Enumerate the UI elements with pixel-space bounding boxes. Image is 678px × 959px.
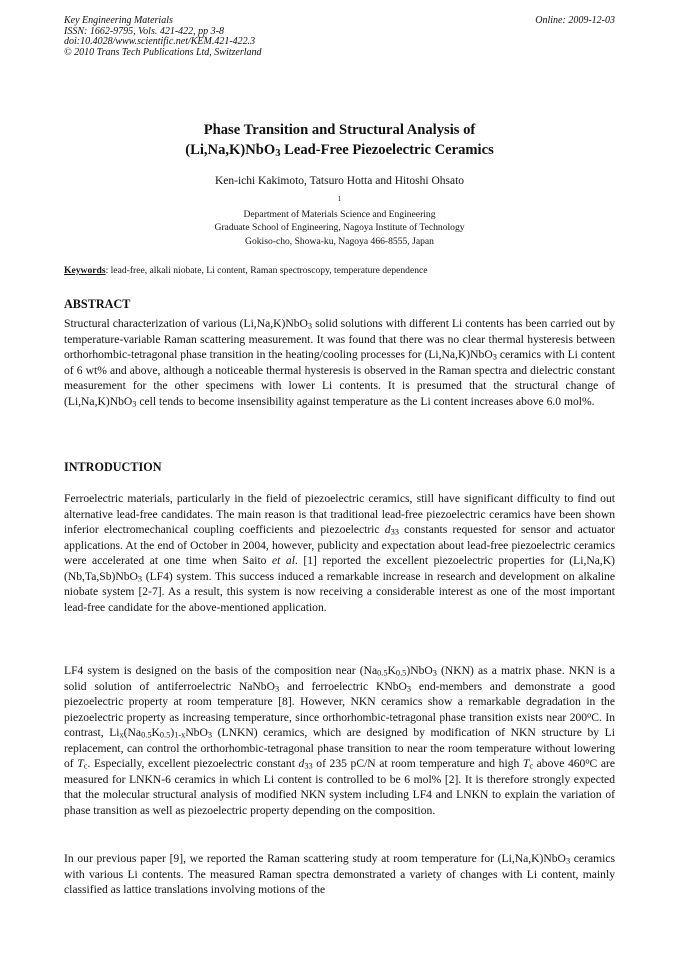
affiliation-text: Department of Materials Science and Engineering [243,209,436,221]
abstract-heading: ABSTRACT [64,297,131,311]
subscript: 33 [390,527,399,537]
keywords-text: : lead-free, alkali niobate, Li content, Raman spectroscopy, temperature dependence [105,265,428,276]
text-run: ) [170,726,175,740]
text-run: (NKN) as a matrix phase. NKN is a solid solution of antiferroelectric NaNbO [64,664,616,693]
title-text: Lead-Free Piezoelectric Ceramics [280,142,494,158]
issn: ISSN: 1662-9795, Vols. 421-422, pp 3-8 [64,25,224,37]
keywords-label: Keywords [64,265,106,276]
subscript: 3 [207,730,213,740]
subscript: 3 [132,399,137,409]
subscript: x [119,730,124,740]
keywords [64,265,615,277]
subscript: 1-x [174,730,186,740]
online-date: Online: 2009-12-03 [535,15,615,26]
text-run: Structural characterization of various (Li,Na,K)NbO [64,317,308,330]
text-run: . Especially, excellent piezoelectric constant [87,757,299,771]
text-run: )NbO [406,664,433,677]
subscript: 33 [304,761,313,771]
paper-title [64,120,615,160]
text-run: solid solutions with different Li contents has been carried out by temperature-variable Raman scattering measurement. It was found that there was no clear thermal hysteresis between orthorhombic-tetragonal phase transition in the heating/cooling processes for (Li,Na,K)NbO [64,317,616,362]
intro-paragraph-2 [64,663,615,818]
symbol: d [298,757,305,771]
text-run: (Na [123,726,142,740]
subscript: 3 [137,574,143,584]
symbol: d [384,523,391,537]
title-subscript: 3 [275,147,281,159]
text-run: . [1] reported the excellent piezoelectric properties for (Li,Na,K)(Nb,Ta,Sb)NbO [64,554,615,583]
subscript: 3 [406,684,412,694]
subscript: c [529,761,534,771]
text-run: C are measured for LNKN-6 ceramics in which Li content is controlled to be 6 mol% [2]. It is therefore strongly expected that the molecular structural analysis of modified NKN system including LF4 and LNKN to explain the variation of phase transition as well as piezoelectric property depending on the composition. [64,757,616,817]
abstract-text [64,316,615,409]
text-run: K [387,664,396,677]
authors: Ken-ichi Kakimoto, Tatsuro Hotta and Hitoshi Ohsato [214,175,465,187]
subscript: c [83,761,88,771]
affiliation-mark: 1 [337,195,342,203]
text-run: ceramics with Li content of 6 wt% and above, although a noticeable thermal hysteresis is observed in the Raman spectra and dielectric constant measurement for the other specimens with lower Li contents. It is presumed that the structural change of (Li,Na,K)NbO [64,348,615,408]
text-run: ceramics with various Li contents. The measured Raman spectra demonstrated a variety of changes with Li content, mainly classified as lattice translations involving motions of the [64,852,615,897]
affiliation [64,195,615,248]
journal-header [64,16,615,58]
text-run: of 235 pC/N at room temperature and high [312,757,523,771]
text-run: constants requested for sensor and actuator applications. At the end of October in 2004, however, publicity and expectation about lead-free piezoelectric ceramics were accelerated at one time when Saito [64,523,615,568]
affiliation-line-2: Graduate School of Engineering, Nagoya Institute of Technology [214,222,465,234]
subscript: 3 [432,668,437,678]
text-run: C. In contrast, Li [64,710,616,740]
text-run: and ferroelectric KNbO [279,679,407,693]
text-run: above 460 [533,757,586,771]
title-text: (Li,Na,K)NbO [185,142,276,158]
symbol: T [522,757,530,771]
superscript: o [585,756,590,766]
text-run: (LF4) system. This success induced a remarkable increase in research and development on alkaline niobate system [2-7]. As a result, this system is now receiving a considerable interest as one of the most important lead-free candidate for the above-mentioned application. [64,569,615,614]
subscript: 0.5 [377,668,388,678]
intro-paragraph-1 [64,491,615,615]
subscript: 0.5 [159,730,171,740]
subscript: 0.5 [395,668,407,678]
text-run: (LNKN) ceramics, which are designed by modification of NKN structure by Li replacement, can control the orthorhombic-tetragonal phase transition to near the room temperature without lowering of [64,726,615,771]
intro-paragraph-3 [64,851,615,898]
text-run: NbO [185,726,208,740]
affiliation-line-3: Gokiso-cho, Showa-ku, Nagoya 466-8555, Japan [245,235,434,247]
text-run: Ferroelectric materials, particularly in the field of piezoelectric ceramics, still have significant difficulty to find out alternative lead-free candidates. The main reason is that traditional lead-free piezoelectric ceramics have been shown inferior electromechanical coupling coefficients and piezoelectric [64,492,615,537]
text-run: end-members and demonstrate a good piezoelectric property at room temperature [8]. However, NKN ceramics show a remarkable degradation in the piezoelectric property as increasing temperature, since orthorhombic-tetragonal phase transition exists near 200 [64,679,616,724]
text-run: In our previous paper [9], we reported the Raman scattering study at room temperature for (Li,Na,K)NbO [64,852,566,865]
affiliation-line-1 [64,195,615,221]
text-run: K [151,726,160,740]
copyright: © 2010 Trans Tech Publications Ltd, Switzerland [64,46,262,58]
subscript: 0.5 [141,730,152,740]
introduction-heading: INTRODUCTION [64,460,162,474]
subscript: 3 [565,856,571,866]
doi: doi:10.4028/www.scientific.net/KEM.421-422.3 [64,36,256,47]
text-run: cell tends to become insensibility against temperature as the Li content increases above 6.0 mol%. [136,394,595,408]
subscript: 3 [307,321,313,331]
text-run: LF4 system is designed on the basis of the composition near (Na [64,664,378,677]
italic-text: et al [272,554,295,568]
symbol: T [77,757,84,771]
journal-name: Key Engineering Materials [64,15,173,26]
subscript: 3 [492,352,497,362]
superscript: o [587,709,592,719]
title-line-1: Phase Transition and Structural Analysis of [203,122,476,138]
title-line-2 [64,140,615,160]
subscript: 3 [274,684,280,694]
